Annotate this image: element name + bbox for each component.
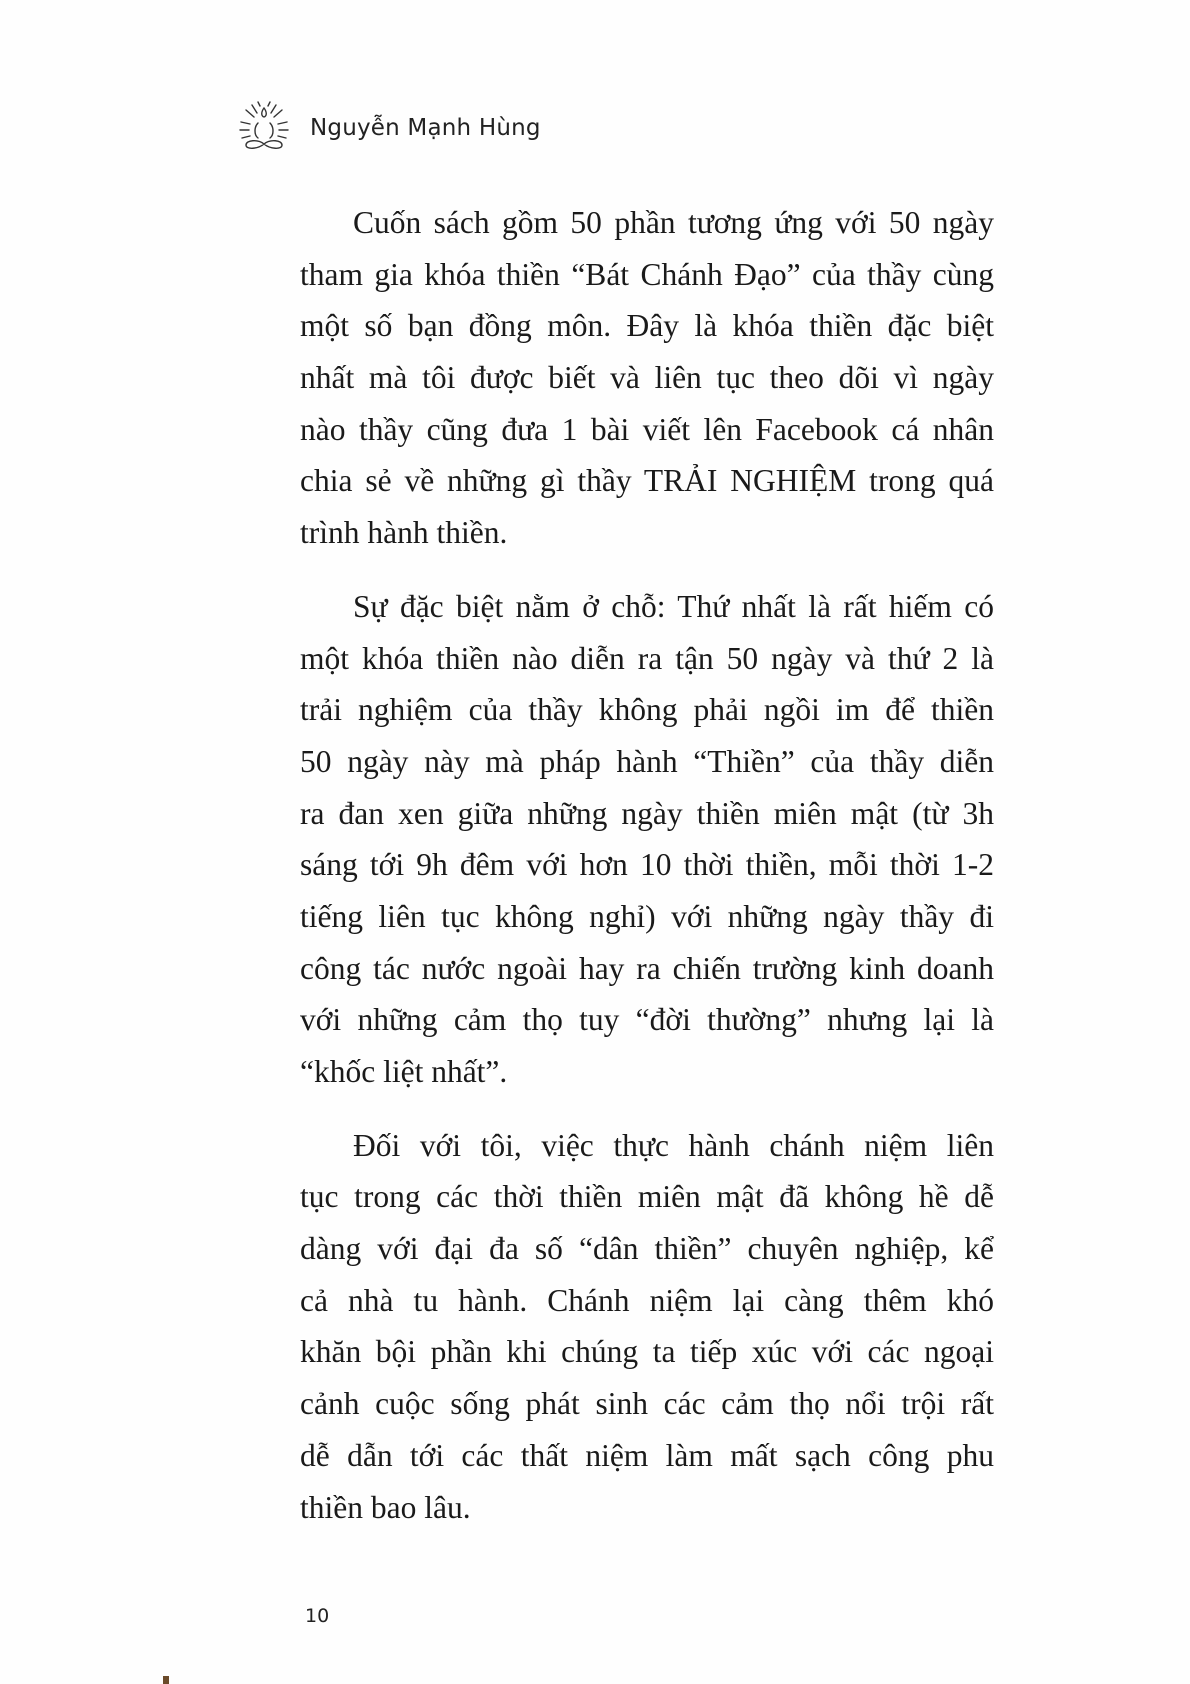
text-line: cả nhà tu hành. Chánh niệm lại càng thêm khó [300,1282,994,1318]
text-line: “khốc liệt nhất”. [300,1054,508,1089]
scan-edge-mark [163,1676,169,1684]
text-line: nhất mà tôi được biết và liên tục theo dõi vì ngày [300,360,994,396]
text-line: Đối với tôi, việc thực hành chánh niệm liên [353,1127,994,1163]
text-line: Cuốn sách gồm 50 phần tương ứng với 50 ngày [353,205,994,240]
text-line: một số bạn đồng môn. Đây là khóa thiền đặc biệt [300,308,994,344]
paragraph-1 [300,197,994,559]
paragraph-2 [300,581,994,1098]
paragraph-3 [300,1120,994,1534]
running-header [232,96,541,160]
page-number: 10 [305,1605,330,1627]
text-line: chia sẻ về những gì thầy TRẢI NGHIỆM trong quá [300,463,994,499]
text-line: dàng với đại đa số “dân thiền” chuyên nghiệp, kể [300,1231,994,1267]
text-line: trình hành thiền. [300,515,508,551]
text-line: trải nghiệm của thầy không phải ngồi im để thiền [300,692,994,728]
author-name: Nguyễn Mạnh Hùng [310,115,541,141]
text-line: 50 ngày này mà pháp hành “Thiền” của thầy diễn [300,743,994,779]
meditation-lotus-icon [232,96,296,160]
text-line: với những cảm thọ tuy “đời thường” nhưng lại là [300,1002,994,1038]
text-line: cảnh cuộc sống phát sinh các cảm thọ nổi trội rất [300,1386,994,1422]
text-line: ra đan xen giữa những ngày thiền miên mật (từ 3h [300,795,994,831]
text-line: sáng tới 9h đêm với hơn 10 thời thiền, mỗi thời 1-2 [300,847,994,883]
text-line: nào thầy cũng đưa 1 bài viết lên Facebook cá nhân [300,411,994,447]
body-text [300,197,994,1555]
text-line: khăn bội phần khi chúng ta tiếp xúc với các ngoại [300,1334,994,1370]
text-line: tham gia khóa thiền “Bát Chánh Đạo” của thầy cùng [300,256,994,292]
text-line: một khóa thiền nào diễn ra tận 50 ngày và thứ 2 là [300,640,994,676]
text-line: thiền bao lâu. [300,1489,471,1525]
text-line: tục trong các thời thiền miên mật đã không hề dễ [300,1179,994,1215]
text-line: Sự đặc biệt nằm ở chỗ: Thứ nhất là rất hiếm có [353,588,994,624]
text-line: dễ dẫn tới các thất niệm làm mất sạch công phu [300,1437,994,1473]
text-line: công tác nước ngoài hay ra chiến trường kinh doanh [300,950,994,986]
text-line: tiếng liên tục không nghỉ) với những ngày thầy đi [300,898,994,934]
